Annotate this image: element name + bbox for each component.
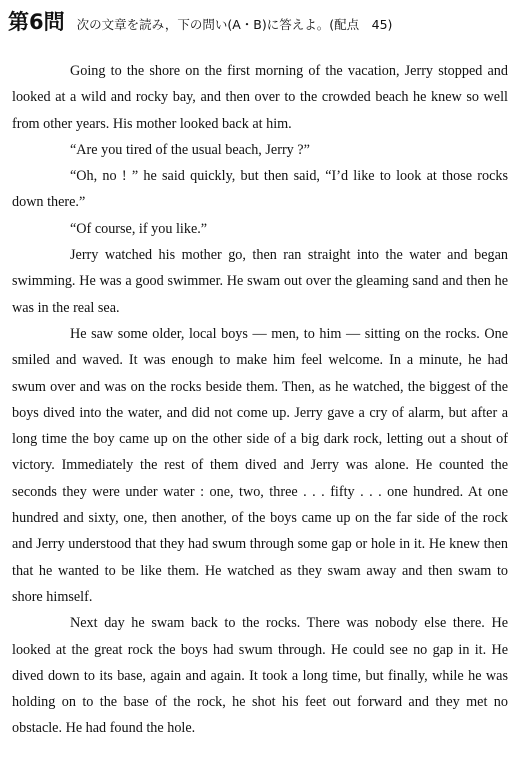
passage-paragraph: Going to the shore on the first morning of the vacation, Jerry stopped and looked at a wild and rocky bay, and then over to the crowded beach he knew so well from other years. His mother looked back at him. (12, 63, 508, 132)
question-number: 第6問 (8, 10, 65, 34)
question-instruction: 次の文章を読み，下の問い(A・B)に答えよ。(配点 45) (76, 17, 393, 32)
passage-paragraph: “Oh, no ! ” he said quickly, but then said, “I’d like to look at those rocks down there.” (12, 168, 508, 211)
reading-passage (12, 58, 508, 742)
passage-paragraph: He saw some older, local boys — men, to him — sitting on the rocks. One smiled and waved. It was enough to make him feel welcome. In a minute, he had swum over and was on the rocks beside them. Then, as he watched, the biggest of the boys dived into the water, and did not come up. Jerry gave a cry of alarm, but after a long time the boy came up on the other side of a big dark rock, letting out a shout of victory. Immediately the rest of them dived and Jerry was alone. He counted the seconds they were under water : one, two, three . . . fifty . . . one hundred. At one hundred and sixty, one, then another, of the boys came up on the far side of the rock and Jerry understood that they had swum through some gap or hole in it. He knew then that he wanted to be like them. He watched as they swam away and then swam to shore himself. (12, 325, 508, 605)
question-header (8, 6, 512, 32)
passage-paragraph: “Are you tired of the usual beach, Jerry ?” (70, 141, 310, 158)
passage-paragraph: “Of course, if you like.” (70, 220, 208, 237)
passage-paragraph: Jerry watched his mother go, then ran straight into the water and began swimming. He was a good swimmer. He swam out over the gleaming sand and then he was in the real sea. (12, 247, 508, 316)
passage-paragraph: Next day he swam back to the rocks. There was nobody else there. He looked at the great rock the boys had swum through. He could see no gap in it. He dived down to its base, again and again. It took a long time, but finally, while he was holding on to the base of the rock, he shot his feet out forward and they met no obstacle. He had found the hole. (12, 615, 508, 737)
